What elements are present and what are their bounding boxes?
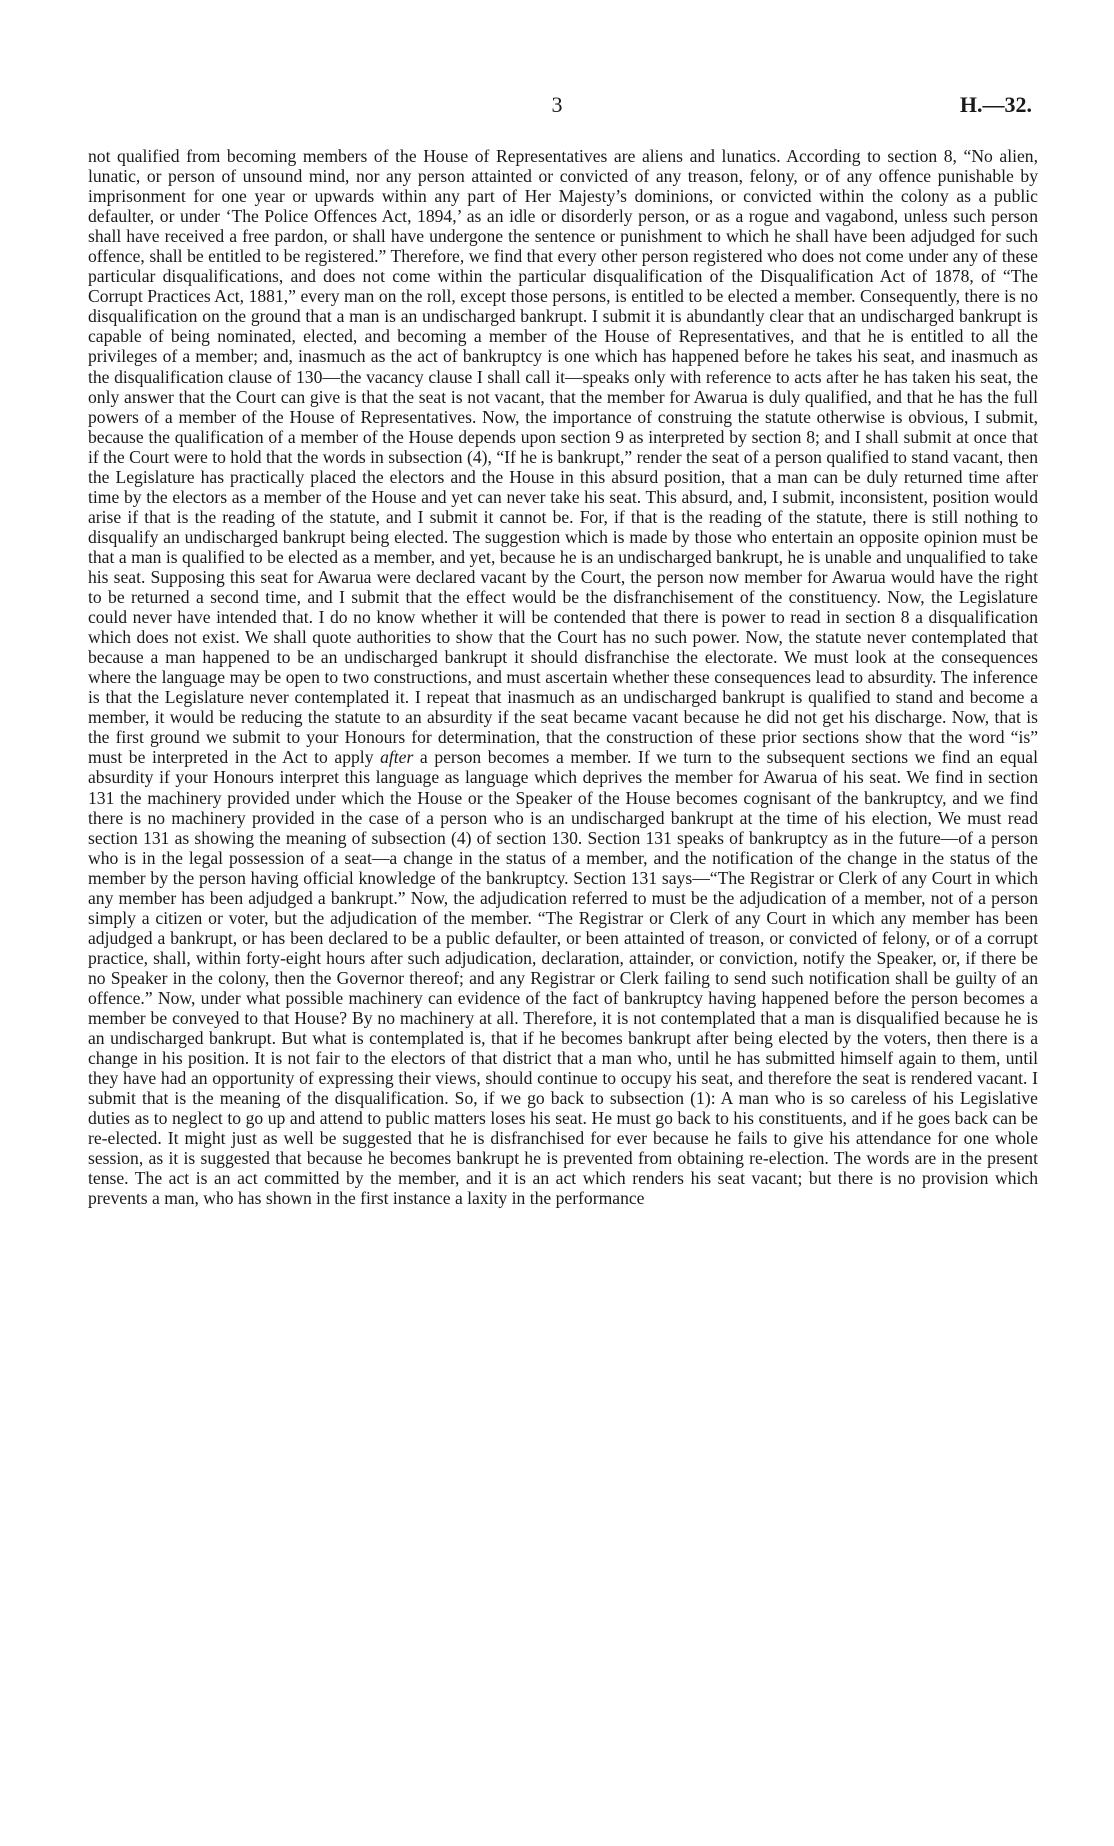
body-emphasis: after: [380, 747, 414, 768]
body-paragraph: [88, 146, 1038, 1208]
body-text-part-1: not qualified from becoming members of the House of Representatives are aliens and lunatics. According to section 8, “No alien, lunatic, or person of unsound mind, nor any person attainted or convicted of any treason, felony, or of any offence punishable by imprisonment for one year or upwards within any part of Her Majesty’s dominions, or convicted within the colony as a public defaulter, or under ‘The Police Offences Act, 1894,’ as an idle or disorderly person, or as a rogue and vagabond, unless such person shall have received a free pardon, or shall have undergone the sentence or punishment to which he shall have been adjudged for such offence, shall be entitled to be registered.” Therefore, we find that every other person registered who does not come under any of these particular disqualifications, and does not come within the particular disqualification of the Disqualification Act of 1878, of “The Corrupt Practices Act, 1881,” every man on the roll, except those persons, is entitled to be elected a member. Consequently, there is no disqualification on the ground that a man is an undischarged bankrupt. I submit it is abundantly clear that an undischarged bankrupt is capable of being nominated, elected, and becoming a member of the House of Representatives, and that he is entitled to all the privileges of a member; and, inasmuch as the act of bankruptcy is one which has happened before he takes his seat, and inasmuch as the disqualification clause of 130—the vacancy clause I shall call it—speaks only with reference to acts after he has taken his seat, the only answer that the Court can give is that the seat is not vacant, that the member for Awarua is duly qualified, and that he has the full powers of a member of the House of Representatives. Now, the importance of construing the statute otherwise is obvious, I submit, because the qualification of a member of the House depends upon section 9 as interpreted by section 8; and I shall submit at once that if the Court were to hold that the words in subsection (4), “If he is bankrupt,” render the seat of a person qualified to stand vacant, then the Legislature has practically placed the electors and the House in this absurd position, that a man can be duly returned time after time by the electors as a member of the House and yet can never take his seat. This absurd, and, I submit, inconsistent, position would arise if that is the reading of the statute, and I submit it cannot be. For, if that is the reading of the statute, there is still nothing to disqualify an undischarged bankrupt being elected. The suggestion which is made by those who entertain an opposite opinion must be that a man is qualified to be elected as a member, and yet, because he is an undischarged bankrupt, he is unable and unqualified to take his seat. Supposing this seat for Awarua were declared vacant by the Court, the person now member for Awarua would have the right to be returned a second time, and I submit that the effect would be the disfranchisement of the constituency. Now, the Legislature could never have intended that. I do no know whether it will be contended that there is power to read in section 8 a disqualification which does not exist. We shall quote authorities to show that the Court has no such power. Now, the statute never contemplated that because a man happened to be an undischarged bankrupt it should disfranchise the electorate. We must look at the consequences where the language may be open to two constructions, and must ascertain whether these consequences lead to absurdity. The inference is that the Legislature never contemplated it. I repeat that inasmuch as an undischarged bankrupt is qualified to stand and become a member, it would be reducing the statute to an absurdity if the seat became vacant because he did not get his discharge. Now, that is the first ground we submit to your Honours for determination, that the construction of these prior sections show that the word “is” must be interpreted in the Act to apply: [88, 146, 1038, 768]
page-number: 3: [551, 92, 563, 117]
document-reference: H.—32.: [959, 92, 1032, 117]
body-text-part-2: a person becomes a member. If we turn to the subsequent sections we find an equal absurdity if your Honours interpret this language as language which deprives the member for Awarua of his seat. We find in section 131 the machinery provided under which the House or the Speaker of the House becomes cognisant of the bankruptcy, and we find there is no machinery provided in the case of a person who is an undischarged bankrupt at the time of his election, We must read section 131 as showing the meaning of subsection (4) of section 130. Section 131 speaks of bankruptcy as in the future—of a person who is in the legal possession of a seat—a change in the status of a member, and the notification of the change in the status of the member by the person having official knowledge of the bankruptcy. Section 131 says—“The Registrar or Clerk of any Court in which any member has been adjudged a bankrupt.” Now, the adjudication referred to must be the adjudication of a member, not of a person simply a citizen or voter, but the adjudication of the member. “The Registrar or Clerk of any Court in which any member has been adjudged a bankrupt, or has been declared to be a public defaulter, or been attainted of treason, or convicted of felony, or of a corrupt practice, shall, within forty-eight hours after such adjudication, declaration, attainder, or conviction, notify the Speaker, or, if there be no Speaker in the colony, then the Governor thereof; and any Registrar or Clerk failing to send such notification shall be guilty of an offence.” Now, under what possible machinery can evidence of the fact of bankruptcy having happened before the person becomes a member be conveyed to that House? By no machinery at all. Therefore, it is not contemplated that a man is disqualified because he is an undischarged bankrupt. But what is contemplated is, that if he becomes bankrupt after being elected by the voters, then there is a change in his position. It is not fair to the electors of that district that a man who, until he has submitted himself again to them, until they have had an opportunity of expressing their views, should continue to occupy his seat, and therefore the seat is rendered vacant. I submit that is the meaning of the disqualification. So, if we go back to subsection (1): A man who is so careless of his Legislative duties as to neglect to go up and attend to public matters loses his seat. He must go back to his constituents, and if he goes back can be re-elected. It might just as well be suggested that he is disfranchised for ever because he fails to give his attendance for one whole session, as it is suggested that because he becomes bankrupt he is prevented from obtaining re-election. The words are in the present tense. The act is an act committed by the member, and it is an act which renders his seat vacant; but there is no provision which prevents a man, who has shown in the first instance a laxity in the performance: [88, 747, 1038, 1209]
